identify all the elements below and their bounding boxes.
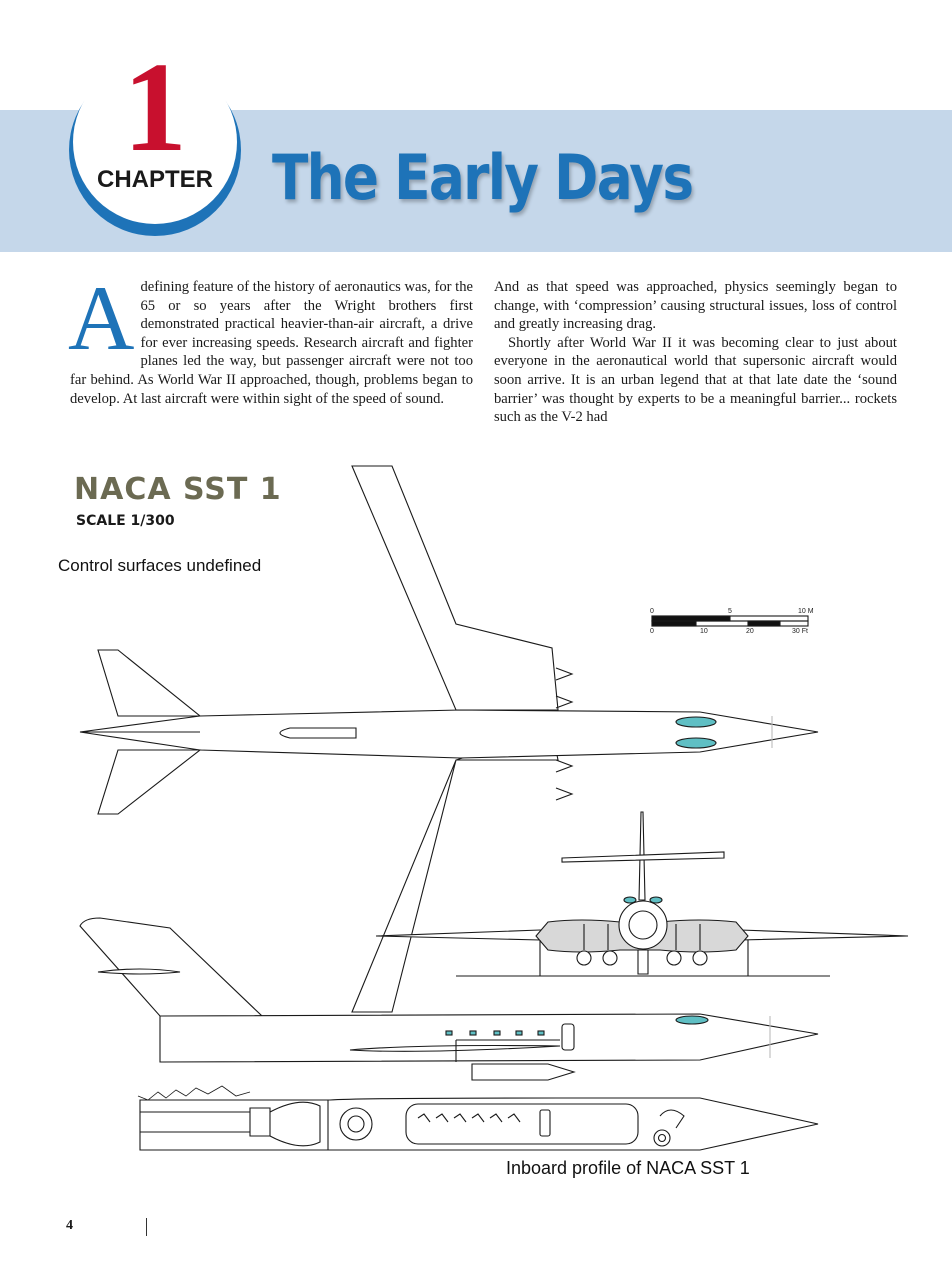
page-number: 4	[66, 1218, 73, 1233]
chapter-title: The Early Days	[272, 141, 693, 214]
scale-imperial-label: 30 Ft	[792, 628, 808, 635]
scale-metric-label: 0	[650, 608, 654, 615]
drawing-title: NACA SST 1	[74, 472, 282, 507]
scale-imperial-label: 20	[746, 628, 754, 635]
chapter-number: 1	[123, 36, 187, 178]
drawing-caption: Inboard profile of NACA SST 1	[506, 1158, 750, 1178]
drawing-note: Control surfaces undefined	[58, 556, 262, 575]
scale-imperial-label: 0	[650, 628, 654, 635]
footer-divider	[146, 1218, 147, 1236]
drop-cap: A	[68, 267, 135, 369]
body-paragraph: defining feature of the history of aeronautics was, for the 65 or so years after the Wright brothers first demonstrated practical heavier-than-air aircraft, a drive for ever increasing speeds. Research aircraft and fighter planes led the way, but passenger aircraft were not too far behind. As World War II approached, though, problems began to develop. At last aircraft were within sight of the speed of sound.	[70, 279, 473, 407]
chapter-label: CHAPTER	[96, 166, 213, 193]
scale-imperial-label: 10	[700, 628, 708, 635]
scale-metric-label: 10 M	[798, 608, 814, 615]
drawing-scale: SCALE 1/300	[76, 513, 175, 529]
body-paragraph: Shortly after World War II it was becoming clear to just about everyone in the aeronautical world that supersonic aircraft would soon arrive. It is an urban legend that at that late date the ‘sound barrier’ was thought by experts to be a meaningful barrier... rockets such as the V-2 had	[494, 334, 897, 426]
scale-metric-label: 5	[728, 608, 732, 615]
body-paragraph: And as that speed was approached, physics seemingly began to change, with ‘compression’ causing structural issues, loss of control and greatly increasing drag.	[494, 279, 897, 333]
